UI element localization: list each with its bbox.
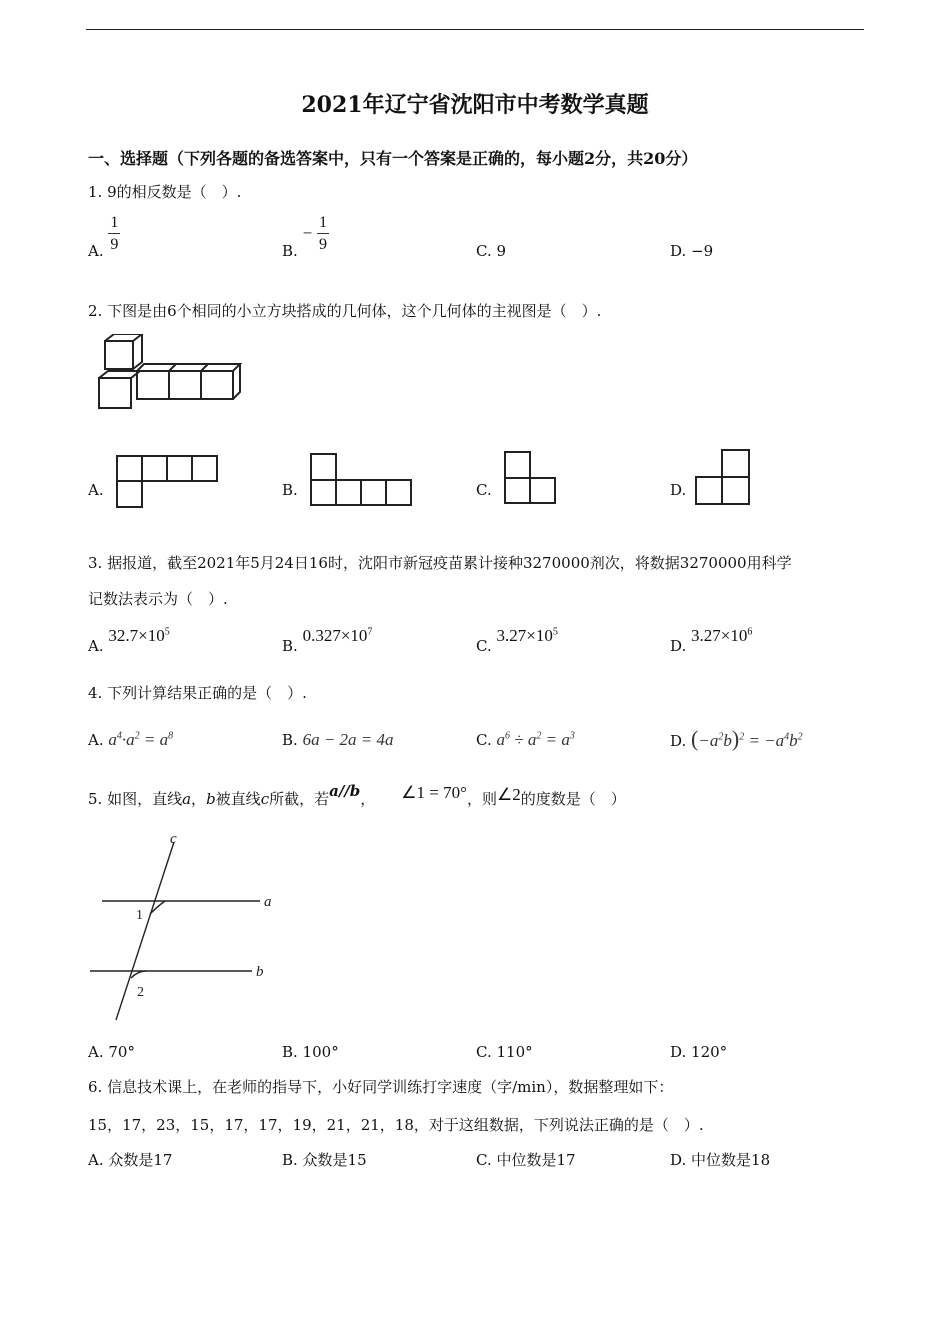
- q1-a-label: A.: [88, 242, 104, 260]
- q2-stem: 2. 下图是由6个相同的小立方块搭成的几何体，这个几何体的主视图是（ ）.: [88, 302, 602, 320]
- q5-comma: ，: [191, 790, 207, 808]
- q5-fig-b: b: [256, 964, 264, 980]
- q5-stem-part: ，则: [466, 790, 497, 808]
- q6-option-c[interactable]: C. 中位数是17: [476, 1151, 576, 1169]
- q1-b-numerator: 1: [318, 214, 327, 231]
- q4-option-b[interactable]: [282, 730, 394, 750]
- q1-a-numerator: 1: [110, 214, 119, 231]
- q3-b-label: B.: [282, 637, 298, 655]
- q5-stem: 5. 如图，直线a，b被直线c所截，若a//b， ∠1 = 70°，则∠2的度数是（ ）: [88, 782, 626, 808]
- q4-b-label: B.: [282, 731, 298, 749]
- q1-option-b[interactable]: [282, 214, 329, 260]
- section-heading: 一、选择题（下列各题的备选答案中，只有一个答案是正确的，每小题2分，共20分）: [88, 149, 698, 168]
- q2-option-c-label[interactable]: C.: [476, 481, 492, 499]
- q6-option-d[interactable]: D. 中位数是18: [670, 1151, 771, 1169]
- q3-a-base: 32.7×10: [108, 626, 165, 645]
- q4-option-c[interactable]: [476, 730, 575, 750]
- q2-option-b-label[interactable]: B.: [282, 481, 298, 499]
- q1-option-a[interactable]: [88, 214, 120, 260]
- q2-option-c-view[interactable]: [503, 450, 559, 506]
- q5-lines-figure: [86, 828, 286, 1028]
- q1-b-fraction: [317, 214, 329, 253]
- q1-b-sign: −: [302, 223, 313, 243]
- q3-a-exponent: 5: [164, 626, 170, 638]
- q4-a-expr: $a^4\cdot a^2 = a^8$: [108, 730, 174, 749]
- q5-var-c: c: [260, 790, 270, 808]
- q5-option-d[interactable]: D. 120°: [670, 1043, 728, 1061]
- q3-a-label: A.: [88, 637, 104, 655]
- q1-option-c[interactable]: C. 9: [476, 242, 507, 260]
- q1-b-denominator: 9: [318, 236, 327, 253]
- q5-fig-a: a: [264, 894, 272, 910]
- q6-stem-line1: 6. 信息技术课上，在老师的指导下，小好同学训练打字速度（字/min），数据整理如下：: [88, 1078, 674, 1096]
- q2-option-d-label[interactable]: D.: [670, 481, 687, 499]
- q1-stem: 1. 9的相反数是（ ）.: [88, 183, 242, 201]
- fraction-bar: [317, 233, 329, 234]
- q4-stem: 4. 下列计算结果正确的是（ ）.: [88, 684, 307, 702]
- q3-d-base: 3.27×10: [691, 626, 748, 645]
- q2-cube-figure: [96, 334, 246, 414]
- q1-option-d[interactable]: D. −9: [670, 242, 714, 260]
- q5-stem-part: 被直线: [215, 790, 261, 808]
- q5-var-a: a: [182, 790, 192, 808]
- q3-c-expr: [497, 626, 558, 645]
- q4-d-expr: $(-a^2b)^2 = -a^4b^2$: [691, 726, 803, 751]
- q3-b-expr: [303, 626, 373, 645]
- q3-b-base: 0.327×10: [302, 626, 368, 645]
- q3-d-exponent: 6: [747, 626, 753, 638]
- q2-option-a-view[interactable]: [115, 454, 219, 510]
- q5-angle1: ∠1 = 70°: [401, 783, 467, 802]
- q5-fig-c: c: [170, 831, 177, 847]
- q5-option-c[interactable]: C. 110°: [476, 1043, 533, 1061]
- fraction-bar: [108, 233, 120, 234]
- q1-a-denominator: 9: [110, 236, 119, 253]
- q5-parallel: a//b: [329, 782, 361, 800]
- q3-stem-line1: 3. 据报道，截至2021年5月24日16时，沈阳市新冠疫苗累计接种3270000剂次，将数据3270000用科学: [88, 554, 792, 572]
- q3-stem-line2: 记数法表示为（ ）.: [88, 590, 228, 608]
- q4-b-expr: 6a − 2a = 4a: [302, 730, 394, 749]
- q5-fig-2: 2: [137, 985, 144, 1000]
- q5-stem-part: 所截，若: [269, 790, 330, 808]
- q2-option-d-view[interactable]: [694, 448, 752, 508]
- q5-stem-part: 的度数是（ ）: [520, 790, 626, 808]
- q3-c-exponent: 5: [552, 626, 558, 638]
- q3-d-label: D.: [670, 637, 687, 655]
- page-title: 2021年辽宁省沈阳市中考数学真题: [301, 92, 649, 118]
- q4-d-label: D.: [670, 732, 687, 750]
- q4-option-a[interactable]: [88, 730, 173, 750]
- q3-a-expr: [108, 626, 169, 645]
- q5-option-a[interactable]: A. 70°: [88, 1043, 135, 1061]
- q5-angle2: ∠2: [496, 785, 521, 804]
- q3-d-expr: [691, 626, 752, 645]
- q4-c-expr: $a^6 \div a^2 = a^3$: [496, 730, 575, 749]
- q3-c-base: 3.27×10: [496, 626, 553, 645]
- q4-a-label: A.: [88, 731, 104, 749]
- q3-c-label: C.: [476, 637, 492, 655]
- q1-a-fraction: [108, 214, 120, 253]
- q5-stem-part: 5. 如图，直线: [88, 790, 183, 808]
- q2-option-b-view[interactable]: [309, 452, 413, 508]
- q4-c-label: C.: [476, 731, 492, 749]
- q6-option-b[interactable]: B. 众数是15: [282, 1151, 367, 1169]
- header-rule: [86, 29, 864, 30]
- q6-stem-line2: 15，17，23，15，17，17，19，21，21，18，对于这组数据，下列说法正确的是（ ）.: [88, 1116, 704, 1134]
- q5-fig-1: 1: [136, 908, 143, 923]
- q5-option-b[interactable]: B. 100°: [282, 1043, 339, 1061]
- q3-b-exponent: 7: [367, 626, 373, 638]
- q5-var-b: b: [206, 790, 216, 808]
- q4-option-d[interactable]: [670, 726, 803, 752]
- q6-option-a[interactable]: A. 众数是17: [88, 1151, 173, 1169]
- q1-b-label: B.: [282, 242, 298, 260]
- q2-option-a-label[interactable]: A.: [88, 481, 104, 499]
